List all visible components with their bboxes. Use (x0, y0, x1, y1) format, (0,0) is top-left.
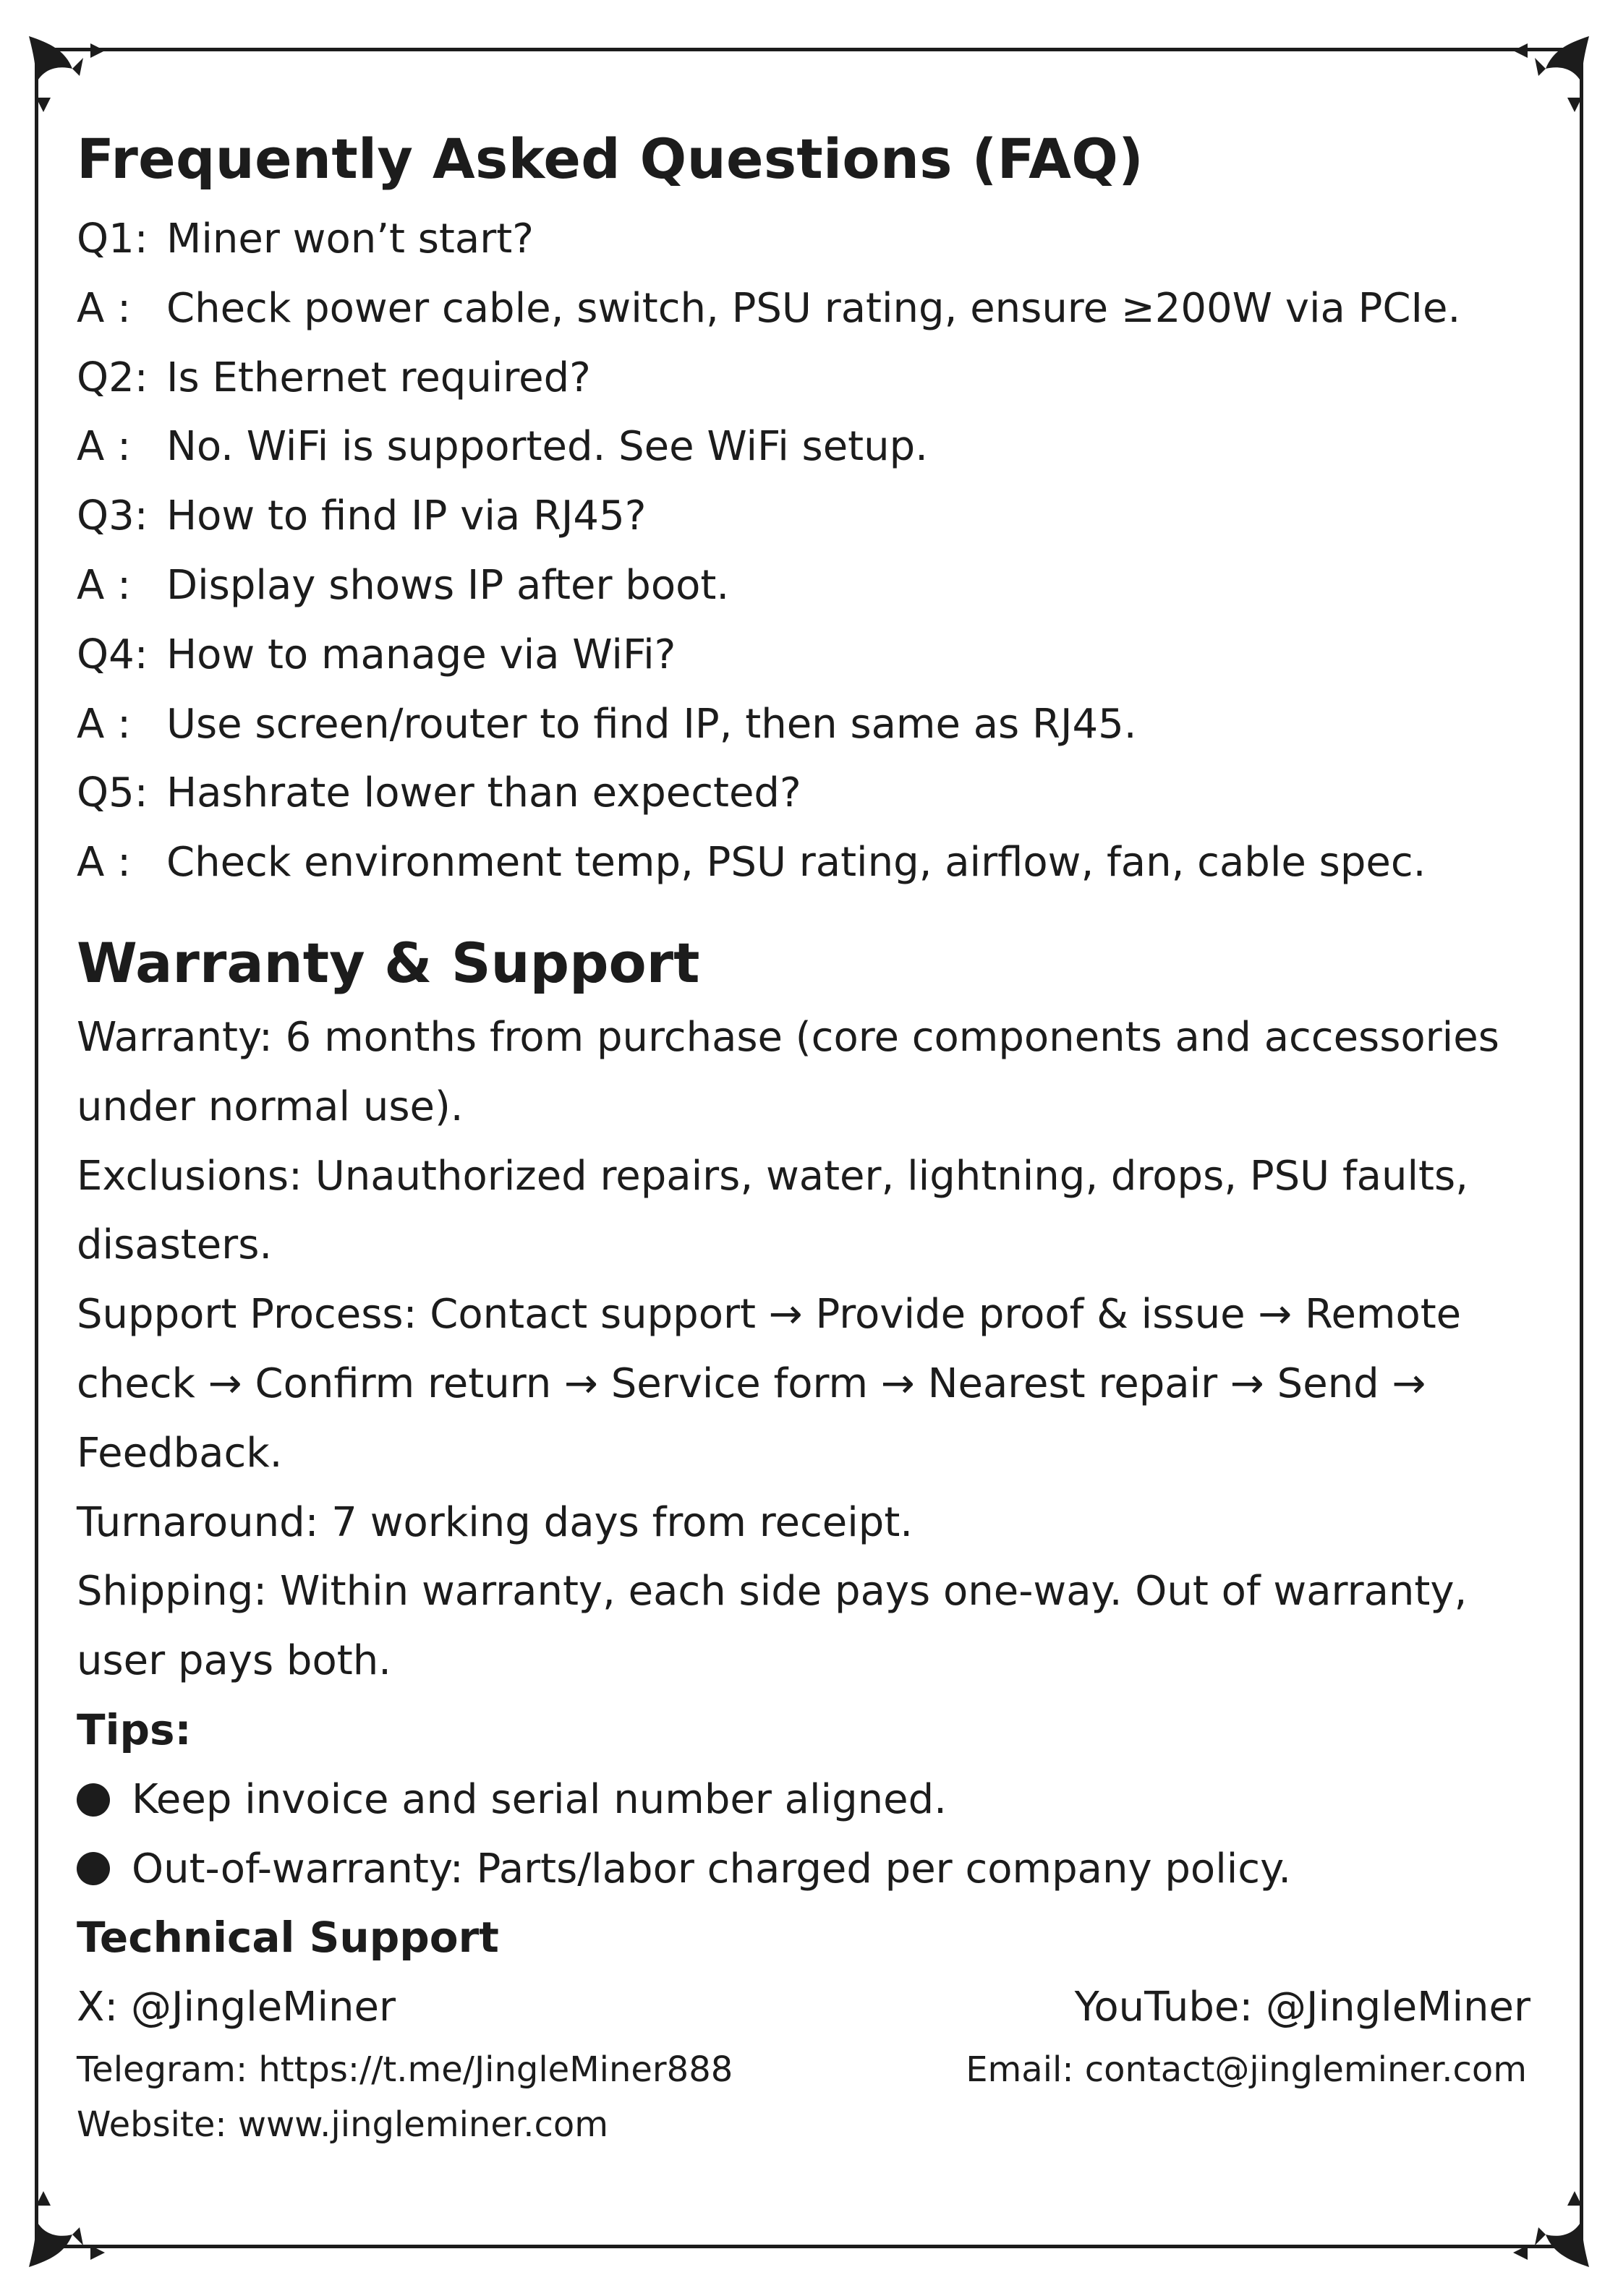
faq-text: How to manage via WiFi? (166, 631, 676, 678)
faq-label: A : (77, 423, 131, 471)
faq-text: No. WiFi is supported. See WiFi setup. (166, 423, 928, 471)
faq-label: Q2: (77, 354, 148, 401)
website-link[interactable]: Website: www.jingleminer.com (77, 2104, 608, 2145)
faq-text: Is Ethernet required? (166, 354, 591, 401)
social-row (77, 1973, 1530, 2042)
shipping-paragraph: Shipping: Within warranty, each side pays one-way. Out of warranty, user pays both. (77, 1568, 1468, 1685)
support-process-paragraph: Support Process: Contact support → Provide proof & issue → Remote check → Confirm return → Service form → Nearest repair → Send → Feedback. (77, 1291, 1462, 1477)
faq-text: Hashrate lower than expected? (166, 769, 801, 817)
faq-a2 (77, 412, 1545, 482)
faq-label: Q1: (77, 215, 148, 263)
contact-row (77, 2042, 1527, 2097)
faq-text: Check power cable, switch, PSU rating, ensure ≥200W via PCIe. (166, 284, 1461, 332)
faq-text: Use screen/router to find IP, then same as RJ45. (166, 700, 1137, 748)
faq-q5 (77, 759, 1545, 828)
warranty-title: Warranty & Support (77, 930, 700, 995)
youtube-handle[interactable]: YouTube: @JingleMiner (1074, 1984, 1530, 2031)
faq-q1 (77, 205, 1545, 274)
tip-item (77, 1835, 1545, 1904)
faq-a5 (77, 828, 1545, 897)
telegram-link[interactable]: Telegram: https://t.me/JingleMiner888 (77, 2049, 733, 2090)
faq-title: Frequently Asked Questions (FAQ) (77, 127, 1144, 191)
x-handle[interactable]: X: @JingleMiner (77, 1984, 396, 2031)
document-content (77, 119, 1545, 2152)
faq-q2 (77, 343, 1545, 413)
exclusions-paragraph: Exclusions: Unauthorized repairs, water, lightning, drops, PSU faults, disasters. (77, 1152, 1468, 1269)
tip-text: Out-of-warranty: Parts/labor charged per company policy. (132, 1845, 1292, 1892)
faq-text: How to find IP via RJ45? (166, 492, 647, 540)
faq-label: A : (77, 561, 131, 609)
turnaround-paragraph: Turnaround: 7 working days from receipt. (77, 1498, 914, 1546)
faq-q4 (77, 620, 1545, 690)
faq-a1 (77, 274, 1545, 343)
faq-label: Q5: (77, 769, 148, 817)
faq-list (77, 205, 1545, 897)
warranty-paragraph: Warranty: 6 months from purchase (core components and accessories under normal use). (77, 1013, 1499, 1130)
faq-label: Q4: (77, 631, 148, 678)
tip-item (77, 1765, 1545, 1835)
faq-label: A : (77, 700, 131, 748)
faq-a4 (77, 690, 1545, 759)
warranty-section (77, 923, 1545, 2152)
bullet-dot-icon (77, 1783, 110, 1817)
tips-title: Tips: (77, 1704, 192, 1754)
faq-label: Q3: (77, 492, 148, 540)
faq-label: A : (77, 839, 131, 887)
email-link[interactable]: Email: contact@jingleminer.com (966, 2049, 1527, 2090)
technical-support-title: Technical Support (77, 1913, 499, 1963)
corner-ornament-bottom-left (22, 2166, 130, 2274)
tip-text: Keep invoice and serial number aligned. (132, 1775, 947, 1823)
faq-label: A : (77, 284, 131, 332)
corner-ornament-bottom-right (1488, 2166, 1596, 2274)
faq-text: Display shows IP after boot. (166, 561, 730, 609)
faq-text: Miner won’t start? (166, 215, 534, 263)
bullet-dot-icon (77, 1852, 110, 1885)
faq-q3 (77, 482, 1545, 551)
faq-a3 (77, 551, 1545, 620)
faq-text: Check environment temp, PSU rating, airflow, fan, cable spec. (166, 839, 1426, 887)
